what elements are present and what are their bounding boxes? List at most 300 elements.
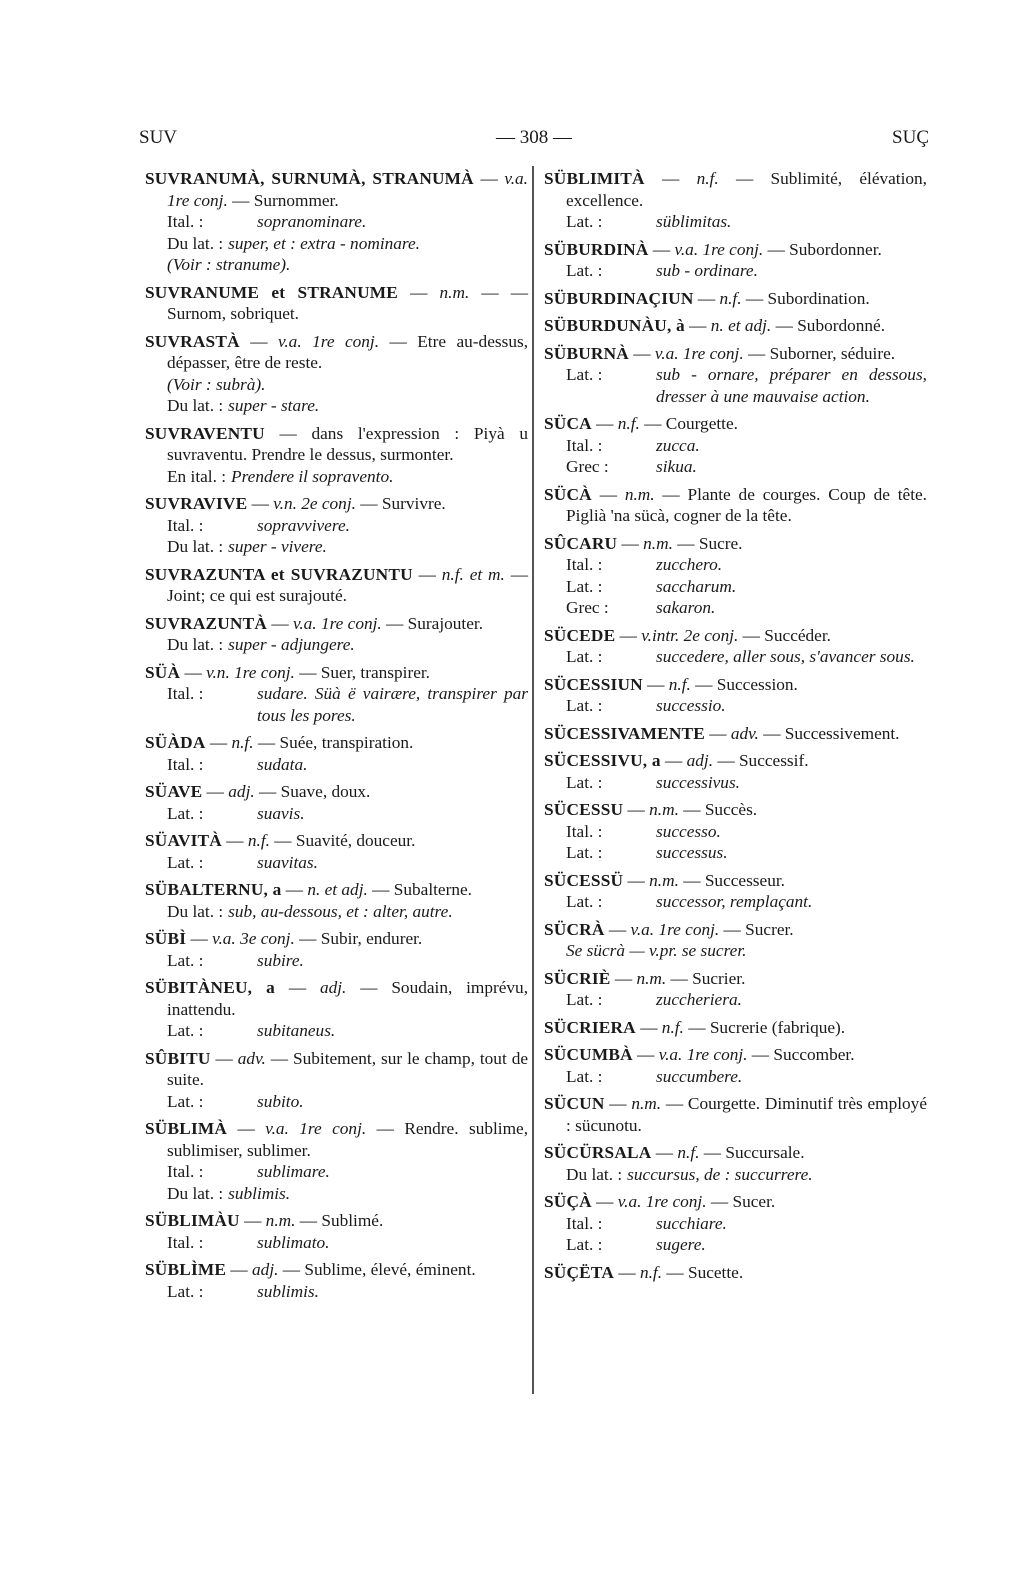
dictionary-entry — [544, 533, 927, 619]
etymology-label: Du lat. : — [167, 635, 224, 654]
definition: — Surnom, sobriquet. — [167, 282, 529, 323]
definition: Rendre. sublime, sublimiser, sublimer. — [167, 1119, 529, 1160]
dictionary-entry — [145, 564, 528, 607]
definition: Succursale. — [725, 1143, 805, 1162]
dictionary-entry — [544, 1017, 927, 1039]
headword: SÜCÜRSALA — [544, 1143, 652, 1162]
headword: SÜAVITÀ — [145, 831, 222, 850]
etymology-value: süblimitas. — [656, 212, 732, 231]
headword: SÜCESSU — [544, 800, 624, 819]
entry-definition-line: SÜÀ — v.n. 1re conj. — Suer, transpirer. — [145, 662, 431, 682]
headword: SÜCUMBÀ — [544, 1045, 633, 1064]
etymology-label: Ital. : — [566, 821, 603, 841]
etymology-line — [145, 395, 528, 417]
headword: SÜCRÀ — [544, 919, 605, 939]
etymology-line — [544, 435, 927, 457]
dictionary-entry — [145, 1048, 528, 1113]
dictionary-entry — [145, 1118, 528, 1204]
entry-definition-line: SÜCÀ — n.m. — Plante de courges. Coup de tête. Piglià 'na sücà, cogner de la tête. — [544, 484, 927, 525]
dictionary-entry — [145, 282, 528, 325]
headword: SUVRANUME et STRANUME — [145, 282, 399, 302]
entry-definition-line: SÜAVITÀ — n.f. — Suavité, douceur. — [145, 831, 416, 850]
headword: SUVRAVIVE — [145, 494, 248, 513]
etymology-label: Lat. : — [167, 1281, 204, 1301]
grammar-label: n.m. — [649, 870, 679, 890]
headword: SÜÇËTA — [544, 1262, 615, 1282]
etymology-value: zucchero. — [656, 555, 723, 574]
dictionary-entry — [544, 239, 927, 282]
entry-definition-line: SÜBURNÀ — v.a. 1re conj. — Suborner, séduire. — [544, 343, 896, 363]
entry-definition-line: SUVRASTÀ — v.a. 1re conj. — Etre au-dessus, dépasser, être de reste. — [145, 331, 529, 372]
etymology-value: zucca. — [656, 435, 700, 455]
entry-definition-line: SÜCESSÜ — n.m. — Successeur. — [544, 870, 785, 890]
dictionary-entry — [544, 919, 927, 962]
etymology-value: sugere. — [656, 1235, 706, 1254]
etymology-value: sikua. — [656, 457, 697, 476]
definition: Courgette. — [665, 414, 738, 433]
definition: Successivement. — [784, 723, 900, 743]
dictionary-entry — [544, 870, 927, 913]
grammar-label: v.a. 1re conj. — [654, 343, 744, 363]
etymology-line — [544, 821, 927, 843]
etymology-label: Lat. : — [167, 852, 204, 872]
etymology-value: sopranominare. — [257, 212, 367, 231]
etymology-value: successio. — [656, 696, 726, 715]
grammar-label: v.n. 1re conj. — [206, 662, 295, 682]
dictionary-entry — [544, 343, 927, 408]
grammar-label: v.a. 1re conj. — [265, 1119, 367, 1138]
etymology-label: Lat. : — [566, 772, 603, 792]
etymology-value: sublimato. — [257, 1232, 330, 1252]
etymology-label: Ital. : — [167, 754, 204, 774]
headword: SÜCUN — [544, 1094, 605, 1113]
etymology-value: sublimis. — [228, 1183, 291, 1203]
headword: SÜCESSIVU, a — [544, 751, 661, 770]
entry-definition-line: SÜBLIMITÀ — n.f. — Sublimité, élévation, excellence. — [544, 169, 928, 210]
etymology-value: subire. — [257, 950, 304, 970]
dictionary-entry — [544, 484, 927, 527]
grammar-label: n.f. — [677, 1143, 700, 1162]
dictionary-entry — [544, 1093, 927, 1136]
etymology-label: Ital. : — [167, 1162, 204, 1181]
entry-definition-line: SÜBLIMÀ — v.a. 1re conj. — Rendre. sublime, sublimiser, sublimer. — [145, 1119, 529, 1160]
definition: Succession. — [716, 674, 798, 694]
definition: Suborner, séduire. — [769, 343, 896, 363]
grammar-label: n.f. — [247, 831, 270, 850]
etymology-line — [145, 803, 528, 825]
headword: SÜBURNÀ — [544, 343, 629, 363]
etymology-line — [544, 1066, 927, 1088]
etymology-label: Ital. : — [167, 515, 204, 535]
grammar-label: v.n. 2e conj. — [273, 494, 356, 513]
etymology-value: succursus, de : succurrere. — [627, 1164, 813, 1184]
definition: Successeur. — [704, 870, 785, 890]
etymology-value: sub - ordinare. — [656, 261, 758, 280]
grammar-label: v.a. 1re conj. — [167, 169, 528, 210]
etymology-label: Lat. : — [566, 696, 603, 715]
dictionary-entry — [145, 781, 528, 824]
etymology-value: successus. — [656, 843, 728, 862]
entry-definition-line: SÜCRIÈ — n.m. — Sucrier. — [544, 968, 746, 988]
grammar-label: n. et adj. — [307, 880, 368, 899]
etymology-line — [145, 634, 528, 656]
etymology-label: Lat. : — [167, 1091, 204, 1111]
grammar-label: adj. — [686, 751, 714, 770]
grammar-label: v.a. 1re conj. — [277, 331, 380, 351]
etymology-line — [544, 842, 927, 864]
definition: Surnommer. — [253, 190, 339, 210]
dictionary-entry — [544, 968, 927, 1011]
etymology-value: successivus. — [656, 772, 740, 792]
entry-definition-line: SÛCARU — n.m. — Sucre. — [544, 533, 743, 553]
dictionary-entry — [145, 331, 528, 417]
etymology-line — [145, 374, 528, 396]
headword: SÜÀDA — [145, 733, 206, 752]
headword: SUVRAVENTU — [145, 423, 265, 443]
definition: Sublimé. — [321, 1211, 384, 1230]
definition: Subordination. — [767, 288, 870, 308]
definition: Soudain, imprévu, inattendu. — [167, 978, 529, 1019]
etymology-value: sub, au-dessous, et : alter, autre. — [228, 901, 453, 921]
dictionary-entry — [145, 1210, 528, 1253]
etymology-value: super, et : extra - nominare. — [228, 233, 420, 253]
etymology-line — [145, 515, 528, 537]
grammar-label: adj. — [319, 978, 347, 997]
entry-definition-line: SÜBÌ — v.a. 3e conj. — Subir, endurer. — [145, 929, 423, 948]
entry-definition-line: SÜBALTERNU, a — n. et adj. — Subalterne. — [145, 880, 472, 899]
entry-definition-line: SUVRAZUNTÀ — v.a. 1re conj. — Surajouter. — [145, 613, 484, 633]
entry-definition-line: SÜBITÀNEU, a — adj. — Soudain, imprévu, inattendu. — [145, 978, 529, 1019]
definition: Joint; ce qui est surajouté. — [167, 586, 347, 605]
entry-definition-line: SÜCEDE — v.intr. 2e conj. — Succéder. — [544, 625, 831, 645]
headword: SÜBLÌME — [145, 1260, 227, 1279]
entry-definition-line: SÜAVE — adj. — Suave, doux. — [145, 782, 371, 801]
definition: Successif. — [738, 751, 809, 770]
etymology-value: sudare. Süà ë vairære, transpirer par tous les pores. — [257, 684, 528, 725]
etymology-line — [145, 754, 528, 776]
etymology-line — [544, 646, 927, 668]
grammar-label: v.intr. 2e conj. — [641, 625, 739, 645]
etymology-line — [544, 772, 927, 794]
etymology-value: subito. — [257, 1091, 304, 1111]
headword: SÜBITÀNEU, a — [145, 978, 276, 997]
etymology-value: successor, remplaçant. — [656, 892, 813, 911]
definition: Subitement, sur le champ, tout de suite. — [167, 1048, 529, 1089]
grammar-label: n.m. — [643, 533, 673, 553]
dictionary-entry — [544, 750, 927, 793]
etymology-value: saccharum. — [656, 576, 737, 596]
headword: SÜBURDINÀ — [544, 239, 649, 259]
grammar-label: n.f. — [696, 169, 719, 188]
dictionary-entry — [544, 674, 927, 717]
grammar-label: adj. — [252, 1260, 279, 1279]
etymology-line — [145, 683, 528, 726]
grammar-label: n.f. — [231, 733, 254, 752]
dictionary-entry — [145, 1259, 528, 1302]
etymology-label: Lat. : — [566, 365, 603, 384]
etymology-label: Ital. : — [566, 435, 603, 455]
entry-definition-line: SÜCESSIVU, a — adj. — Successif. — [544, 751, 809, 770]
etymology-value: (Voir : subrà). — [167, 374, 266, 394]
entry-definition-line: SÜÀDA — n.f. — Suée, transpiration. — [145, 733, 414, 752]
etymology-line — [544, 1164, 927, 1186]
definition: Sublimité, élévation, excellence. — [566, 169, 928, 210]
etymology-line — [145, 1020, 528, 1042]
etymology-line — [544, 989, 927, 1011]
grammar-label: n.f. — [668, 674, 691, 694]
headword: SÜBURDUNÀU, à — [544, 316, 685, 335]
etymology-label: Grec : — [566, 457, 609, 476]
grammar-label: n.m. — [631, 1094, 662, 1113]
definition: Subir, endurer. — [320, 929, 423, 948]
etymology-line — [544, 211, 927, 233]
etymology-label: Lat. : — [566, 647, 603, 666]
etymology-label: Du lat. : — [566, 1164, 623, 1184]
headword: SÜCESSÜ — [544, 870, 624, 890]
etymology-label: Ital. : — [167, 1232, 204, 1252]
definition: dans l'expression : Piyà u suvraventu. Prendre le dessus, surmonter. — [167, 423, 528, 464]
grammar-label: n.f. — [719, 288, 742, 308]
etymology-label: Du lat. : — [167, 233, 224, 253]
etymology-label: Lat. : — [566, 892, 603, 911]
etymology-value: succumbere. — [656, 1066, 743, 1086]
etymology-value: sub - ornare, préparer en dessous, dresser à une mauvaise action. — [656, 365, 927, 406]
grammar-label: v.a. 1re conj. — [630, 919, 720, 939]
grammar-label: v.a. 3e conj. — [212, 929, 295, 948]
headword: SÜCA — [544, 414, 592, 433]
grammar-label: n.f. — [661, 1017, 684, 1037]
etymology-label: Lat. : — [566, 1066, 603, 1086]
etymology-line — [145, 211, 528, 233]
page-header — [139, 127, 929, 151]
definition: Survivre. — [381, 494, 446, 513]
grammar-label: adv. — [237, 1048, 266, 1068]
dictionary-entry — [544, 168, 927, 233]
etymology-line — [145, 1232, 528, 1254]
headword: SÜCÀ — [544, 484, 592, 504]
dictionary-entry — [544, 288, 927, 310]
etymology-value: (Voir : stranume). — [167, 255, 291, 274]
headword: SÜBLIMÀU — [145, 1211, 240, 1230]
definition: Sucer. — [732, 1192, 776, 1211]
etymology-line — [145, 536, 528, 558]
etymology-label: Ital. : — [167, 212, 204, 231]
definition: Suavité, douceur. — [295, 831, 416, 850]
etymology-label: Ital. : — [566, 1213, 603, 1233]
entry-definition-line: SUVRANUME et STRANUME — n.m. — — Surnom, sobriquet. — [145, 282, 529, 323]
dictionary-entry — [145, 879, 528, 922]
definition: Succès. — [704, 800, 758, 819]
etymology-value: sublimare. — [257, 1162, 330, 1181]
headword: SÜBÌ — [145, 929, 187, 948]
headword: SÛCARU — [544, 533, 618, 553]
etymology-line — [544, 576, 927, 598]
grammar-label: v.a. 1re conj. — [658, 1045, 748, 1064]
etymology-value: sudata. — [257, 754, 308, 774]
headword: SÜCRIÈ — [544, 968, 611, 988]
etymology-line — [145, 233, 528, 255]
headword: SUVRANUMÀ, SURNUMÀ, STRANUMÀ — [145, 169, 474, 188]
etymology-line — [145, 852, 528, 874]
etymology-label: Lat. : — [566, 1235, 603, 1254]
etymology-label: Du lat. : — [167, 1183, 224, 1203]
dictionary-entry — [145, 928, 528, 971]
dictionary-entry — [544, 315, 927, 337]
etymology-label: Du lat. : — [167, 901, 224, 921]
definition: Surajouter. — [407, 613, 484, 633]
dictionary-entry — [145, 168, 528, 276]
etymology-value: Se sücrà — v.pr. se sucrer. — [566, 941, 747, 960]
headword: SUVRAZUNTÀ — [145, 613, 268, 633]
etymology-line — [145, 1183, 528, 1205]
headword: SÜÇÀ — [544, 1192, 592, 1211]
etymology-value: super - vivere. — [228, 537, 327, 556]
etymology-line — [145, 901, 528, 923]
etymology-value: sublimis. — [257, 1281, 319, 1301]
entry-definition-line: SÜCRÀ — v.a. 1re conj. — Sucrer. — [544, 919, 794, 939]
etymology-line — [544, 364, 927, 407]
headword: SÜCESSIVAMENTE — [544, 723, 705, 743]
etymology-line — [544, 554, 927, 576]
dictionary-entry — [145, 732, 528, 775]
etymology-value: succedere, aller sous, s'avancer sous. — [656, 647, 915, 666]
definition: Suave, doux. — [280, 782, 371, 801]
etymology-label: En ital. : — [167, 466, 227, 486]
definition: Sucrer. — [745, 919, 794, 939]
dictionary-entry — [544, 723, 927, 745]
grammar-label: n.m. — [649, 800, 679, 819]
etymology-line — [544, 597, 927, 619]
entry-definition-line: SÜBURDUNÀU, à — n. et adj. — Subordonné. — [544, 316, 886, 335]
headword: SÜBLIMITÀ — [544, 169, 645, 188]
headword: SÜCEDE — [544, 625, 616, 645]
definition: Suée, transpiration. — [279, 733, 414, 752]
etymology-label: Lat. : — [566, 843, 603, 862]
etymology-label: Lat. : — [566, 212, 603, 231]
definition: Subordonner. — [789, 239, 882, 259]
entry-definition-line: SÜCUMBÀ — v.a. 1re conj. — Succomber. — [544, 1045, 855, 1064]
definition: Plante de courges. Coup de tête. Piglià 'na sücà, cogner de la tête. — [566, 484, 927, 525]
etymology-line — [544, 1234, 927, 1256]
dictionary-entry — [145, 613, 528, 656]
etymology-line — [145, 466, 528, 488]
entry-definition-line: SUVRAVIVE — v.n. 2e conj. — Survivre. — [145, 494, 446, 513]
dictionary-entry — [145, 977, 528, 1042]
etymology-line — [544, 940, 927, 962]
definition: Sucre. — [698, 533, 743, 553]
entry-definition-line: SUVRAVENTU — dans l'expression : Piyà u suvraventu. Prendre le dessus, surmonter. — [145, 423, 528, 464]
entry-definition-line: SÜÇËTA — n.f. — Sucette. — [544, 1262, 744, 1282]
etymology-label: Lat. : — [566, 990, 603, 1009]
entry-definition-line: SÜBURDINAÇIUN — n.f. — Subordination. — [544, 288, 870, 308]
grammar-label: n.f. — [639, 1262, 663, 1282]
grammar-label: v.a. 1re conj. — [617, 1192, 707, 1211]
headword: SÜBURDINAÇIUN — [544, 288, 694, 308]
entry-definition-line: SÛBITU — adv. — Subitement, sur le champ, tout de suite. — [145, 1048, 529, 1089]
headword: SÜÀ — [145, 662, 181, 682]
left-guide-word: SUV — [139, 127, 178, 148]
etymology-line — [145, 254, 528, 276]
dictionary-entry — [544, 1142, 927, 1185]
etymology-line — [544, 260, 927, 282]
dictionary-entry — [145, 662, 528, 727]
etymology-label: Grec : — [566, 598, 609, 617]
grammar-label: n.m. — [265, 1211, 296, 1230]
headword: SUVRASTÀ — [145, 331, 240, 351]
entry-definition-line: SÜCESSIVAMENTE — adv. — Successivement. — [544, 723, 900, 743]
etymology-value: sopravvivere. — [257, 515, 350, 535]
definition: Suer, transpirer. — [320, 662, 431, 682]
entry-definition-line: SÜCRIERA — n.f. — Sucrerie (fabrique). — [544, 1017, 846, 1037]
entry-definition-line: SÜCESSIUN — n.f. — Succession. — [544, 674, 798, 694]
entry-definition-line: SÜBLIMÀU — n.m. — Sublimé. — [145, 1211, 384, 1230]
grammar-label: adv. — [730, 723, 759, 743]
etymology-value: suavis. — [257, 803, 305, 823]
right-guide-word: SUÇ — [892, 127, 929, 148]
grammar-label: n.f. — [617, 414, 640, 433]
left-column — [145, 168, 528, 1308]
entry-definition-line: SÜCA — n.f. — Courgette. — [544, 414, 738, 433]
etymology-value: super - stare. — [228, 396, 320, 415]
etymology-line — [544, 1213, 927, 1235]
definition: Sucrier. — [692, 968, 746, 988]
grammar-label: v.a. 1re conj. — [674, 239, 764, 259]
entry-definition-line: SÜBURDINÀ — v.a. 1re conj. — Subordonner. — [544, 239, 882, 259]
dictionary-entry — [544, 413, 927, 478]
headword: SÜBALTERNU, a — [145, 880, 282, 899]
grammar-label: n.f. et m. — [441, 564, 505, 584]
entry-definition-line: SÜCÜRSALA — n.f. — Succursale. — [544, 1143, 805, 1162]
etymology-line — [544, 456, 927, 478]
etymology-value: subitaneus. — [257, 1021, 336, 1040]
right-column — [544, 168, 927, 1289]
dictionary-entry — [145, 423, 528, 488]
etymology-line — [145, 1161, 528, 1183]
headword: SÜBLIMÀ — [145, 1119, 228, 1138]
headword: SUVRAZUNTA et SUVRAZUNTU — [145, 564, 413, 584]
entry-definition-line: SUVRAZUNTA et SUVRAZUNTU — n.f. et m. — Joint; ce qui est surajouté. — [145, 564, 529, 605]
etymology-label: Ital. : — [566, 555, 603, 574]
dictionary-entry — [145, 830, 528, 873]
etymology-line — [544, 695, 927, 717]
grammar-label: n.m. — [439, 282, 470, 302]
page-number: — 308 — — [496, 127, 572, 148]
dictionary-entry — [544, 1262, 927, 1284]
etymology-line — [145, 950, 528, 972]
definition: Etre au-dessus, dépasser, être de reste. — [167, 331, 529, 372]
etymology-label: Lat. : — [566, 261, 603, 280]
definition: Sublime, élevé, éminent. — [304, 1260, 476, 1279]
definition: Succéder. — [764, 625, 831, 645]
dictionary-entry — [544, 1191, 927, 1256]
etymology-value: super - adjungere. — [228, 635, 355, 654]
definition: Sucette. — [687, 1262, 744, 1282]
headword: SÛBITU — [145, 1048, 211, 1068]
dictionary-entry — [145, 493, 528, 558]
definition: Subordonné. — [797, 316, 886, 335]
etymology-label: Du lat. : — [167, 537, 224, 556]
entry-definition-line: SUVRANUMÀ, SURNUMÀ, STRANUMÀ — v.a. 1re conj. — Surnommer. — [145, 169, 528, 210]
grammar-label: n. et adj. — [710, 316, 772, 335]
entry-definition-line: SÜCUN — n.m. — Courgette. Diminutif très employé : sücunotu. — [544, 1094, 927, 1135]
etymology-line — [544, 891, 927, 913]
etymology-label: Lat. : — [167, 803, 204, 823]
entry-definition-line: SÜÇÀ — v.a. 1re conj. — Sucer. — [544, 1192, 776, 1211]
headword: SÜCESSIUN — [544, 674, 643, 694]
etymology-value: zuccheriera. — [656, 990, 742, 1009]
grammar-label: adj. — [228, 782, 255, 801]
etymology-label: Lat. : — [167, 1021, 204, 1040]
